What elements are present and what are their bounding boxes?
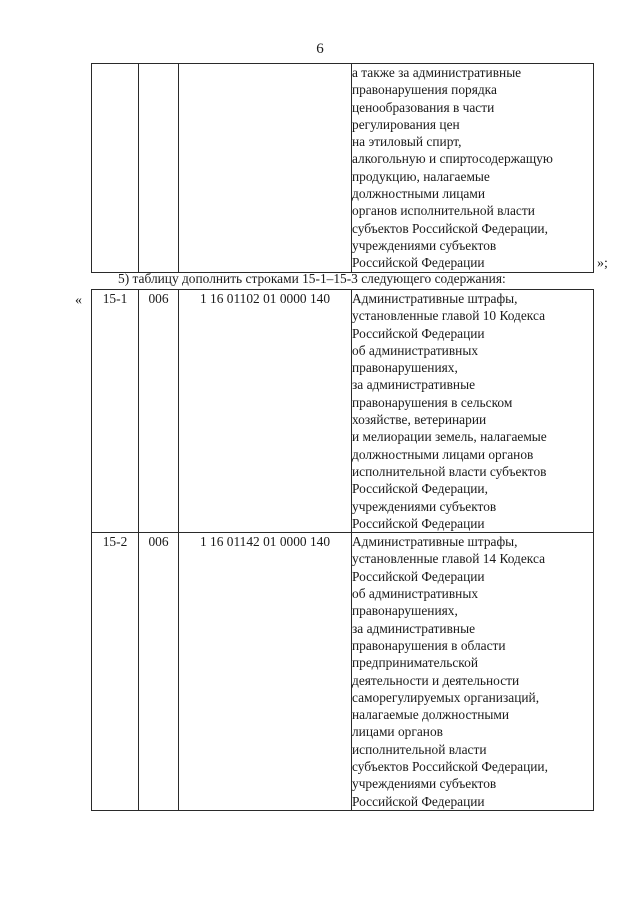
- description-line: регулирования цен: [352, 116, 460, 132]
- description-line: исполнительной власти: [352, 741, 487, 757]
- row-number-cell: 15-1: [92, 290, 139, 533]
- kbk-cell: 1 16 01102 01 0000 140: [179, 290, 352, 533]
- description-line: Административные штрафы,: [352, 534, 518, 550]
- description-cell: [352, 290, 594, 533]
- description-line: саморегулируемых организаций,: [352, 689, 540, 705]
- admin-code-cell: [139, 64, 179, 273]
- description-line: Российской Федерации: [352, 325, 485, 341]
- description-line: а также за административные: [352, 65, 522, 80]
- description-line: учреждениями субъектов: [352, 498, 497, 514]
- description-line: Российской Федерации,: [352, 481, 488, 497]
- description-line: деятельности и деятельности: [352, 672, 520, 688]
- description-line: правонарушениях,: [352, 360, 458, 376]
- row-number-cell: 15-2: [92, 533, 139, 811]
- description-line: органов исполнительной власти: [352, 203, 535, 219]
- description-line: на этиловый спирт,: [352, 134, 462, 150]
- kbk-cell: [179, 64, 352, 273]
- description-line: продукцию, налагаемые: [352, 168, 490, 184]
- admin-code-cell: 006: [139, 533, 179, 811]
- description-line: ценообразования в части: [352, 99, 495, 115]
- description-line: хозяйстве, ветеринарии: [352, 412, 487, 428]
- description-line: должностными лицами: [352, 186, 486, 202]
- opening-quote-mark: «: [75, 293, 82, 308]
- admin-code-cell: 006: [139, 290, 179, 533]
- amendment-paragraph: 5) таблицу дополнить строками 15-1–15-3 следующего содержания:: [118, 271, 506, 286]
- description-line: Российской Федерации: [352, 515, 485, 531]
- description-line: субъектов Российской Федерации,: [352, 220, 548, 236]
- closing-quote-mark: »;: [597, 256, 608, 271]
- description-line: правонарушения в области: [352, 637, 506, 653]
- description-line: Российской Федерации: [352, 568, 485, 584]
- description-line: правонарушения порядка: [352, 82, 497, 98]
- description-cell: [352, 533, 594, 811]
- description-line: предпринимательской: [352, 655, 478, 671]
- page-number: 6: [316, 41, 324, 57]
- continued-table: [91, 63, 594, 273]
- description-line: установленные главой 14 Кодекса: [352, 551, 546, 567]
- description-line: правонарушения в сельском: [352, 394, 513, 410]
- table-row: [92, 533, 594, 811]
- new-rows-table: [91, 289, 594, 811]
- kbk-cell: 1 16 01142 01 0000 140: [179, 533, 352, 811]
- description-line: учреждениями субъектов: [352, 776, 497, 792]
- description-line: должностными лицами органов: [352, 446, 534, 462]
- description-line: налагаемые должностными: [352, 707, 510, 723]
- description-line: и мелиорации земель, налагаемые: [352, 429, 547, 445]
- description-line: за административные: [352, 377, 476, 393]
- description-line: субъектов Российской Федерации,: [352, 759, 548, 775]
- description-line: Российской Федерации: [352, 793, 485, 809]
- description-line: об административных: [352, 586, 479, 602]
- description-line: установленные главой 10 Кодекса: [352, 308, 546, 324]
- description-line: об административных: [352, 342, 479, 358]
- description-line: правонарушениях,: [352, 603, 458, 619]
- row-number-cell: [92, 64, 139, 273]
- description-line: Административные штрафы,: [352, 291, 518, 306]
- description-line: за административные: [352, 620, 476, 636]
- description-line: лицами органов: [352, 724, 443, 740]
- description-line: учреждениями субъектов: [352, 237, 497, 253]
- description-cell: [352, 64, 594, 273]
- table-row: [92, 64, 594, 273]
- description-line: исполнительной власти субъектов: [352, 463, 547, 479]
- description-line: Российской Федерации: [352, 255, 485, 271]
- description-line: алкогольную и спиртосодержащую: [352, 151, 553, 167]
- table-row: [92, 290, 594, 533]
